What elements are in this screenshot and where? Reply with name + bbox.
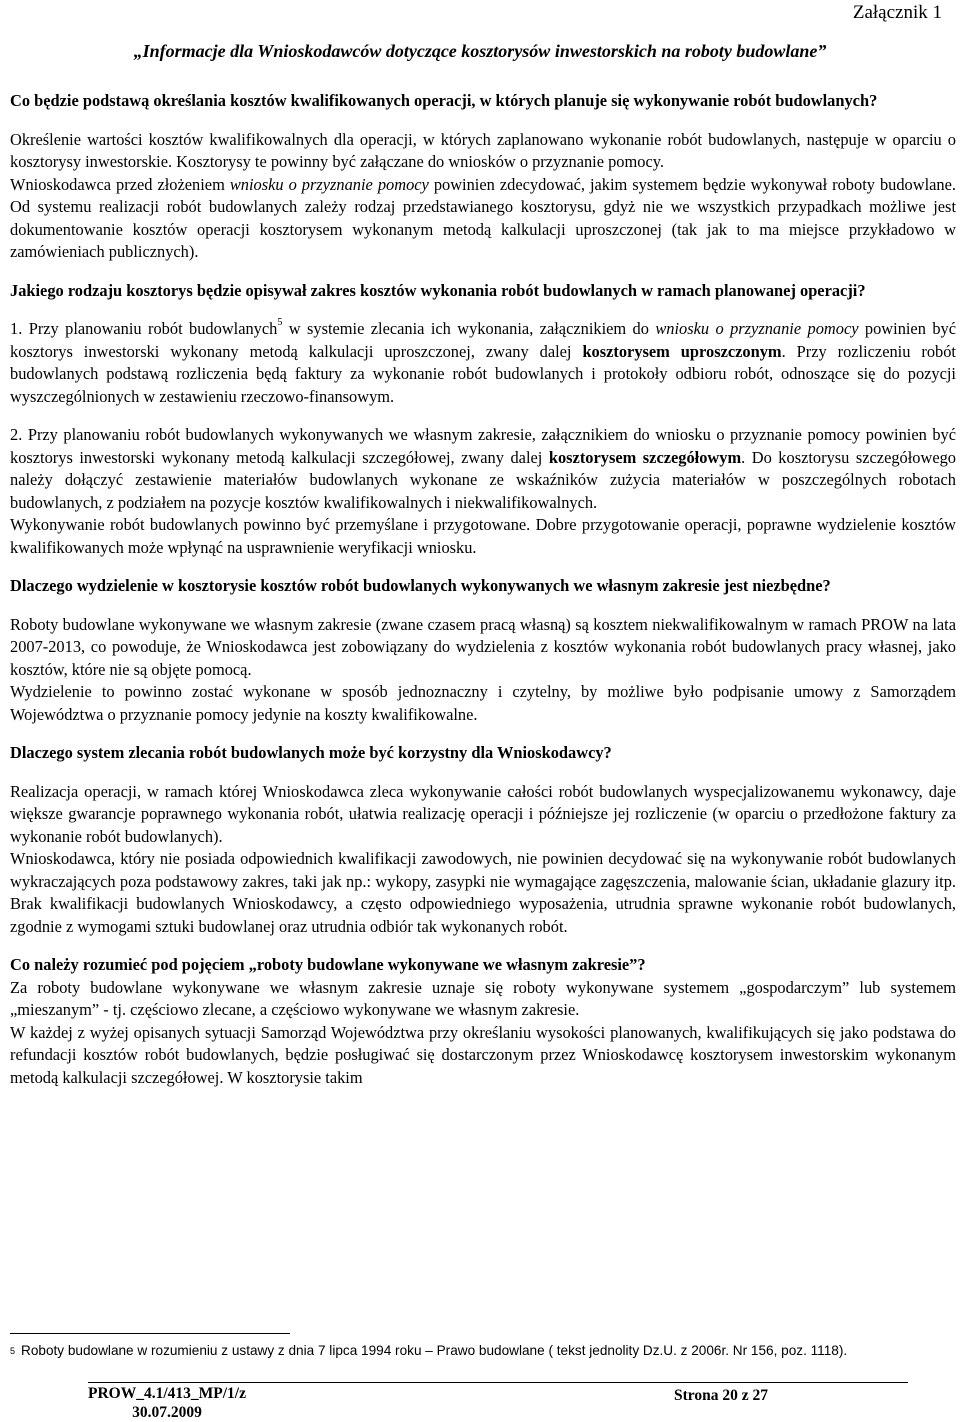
footer-divider: [88, 1382, 908, 1383]
paragraph: W każdej z wyżej opisanych sytuacji Samorząd Województwa przy określaniu wysokości planowanych, kwalifikujących się jako podstawa do refundacji kosztów robót budowlanych, będzie posługiwać się dostarczonym przez Wnioskodawcę kosztorysem inwestorskim wykonanym metodą kalkulacji szczegółowej. W kosztorysie takim: [10, 1022, 956, 1087]
paragraph: Realizacja operacji, w ramach której Wnioskodawca zleca wykonywanie całości robót budowlanych wyspecjalizowanemu wykonawcy, daje większe gwarancje poprawnego wykonania robót, ułatwia realizację operacji i późniejsze jej rozliczenie (w oparciu o przedłożone faktury za wykonanie robót budowlanych).: [10, 781, 956, 846]
question-heading: Co będzie podstawą określania kosztów kwalifikowanych operacji, w których planuje się wykonywanie robót budowlanych?: [10, 91, 878, 110]
question-heading: Dlaczego wydzielenie w kosztorysie kosztów robót budowlanych wykonywanych we własnym zakresie jest niezbędne?: [10, 576, 831, 595]
italic-term: wniosku o przyznanie pomocy: [229, 174, 429, 194]
footer-code: PROW_4.1/413_MP/1/z: [88, 1385, 246, 1402]
document-body: [10, 90, 956, 1089]
paragraph: 1. Przy planowaniu robót budowlanych$^5$ w systemie zlecania ich wykonania, załącznikiem do wniosku o przyznanie pomocy powinien być kosztorys inwestorski wykonany metodą kalkulacji uproszczonej, zwany dalej kosztorysem uproszczonym. Przy rozliczeniu robót budowlanych podstawą rozliczenia będą faktury za wykonanie robót budowlanych i protokoły odbioru robót, odnoszące się do pozycji wyszczególnionych w zestawieniu rzeczowo-finansowym.: [10, 317, 956, 406]
paragraph: 2. Przy planowaniu robót budowlanych wykonywanych we własnym zakresie, załącznikiem do wniosku o przyznanie pomocy powinien być kosztorys inwestorski wykonany metodą kalkulacji szczegółowej, zwany dalej kosztorysem szczegółowym. Do kosztorysu szczegółowego należy dołączyć zestawienie materiałów budowlanych wykonane ze wskaźników zużycia materiałów w poszczególnych robotach budowlanych, z podziałem na pozycje kosztów kwalifikowalnych i niekwalifikowalnych.: [10, 425, 956, 512]
footnote-ref: 5: [277, 317, 283, 328]
question-heading: Dlaczego system zlecania robót budowlanych może być korzystny dla Wnioskodawcy?: [10, 743, 612, 762]
bold-term: kosztorysem uproszczonym: [582, 341, 782, 361]
paragraph: Wnioskodawca, który nie posiada odpowiednich kwalifikacji zawodowych, nie powinien decydować się na wykonywanie robót budowlanych wykraczających poza podstawowy zakres, taki jak np.: wykopy, zasypki nie wymagające zagęszczenia, malowanie ścian, układanie glazury itp. Brak kwalifikacji budowlanych Wnioskodawcy, a często odpowiedniego wyposażenia, utrudnia sprawne wykonanie robót budowlanych, zgodnie z wymogami sztuki budowlanej oraz utrudnia odbiór tak wykonanych robót.: [10, 849, 956, 936]
question-heading: Co należy rozumieć pod pojęciem „roboty budowlane wykonywane we własnym zakresie”?: [10, 955, 646, 974]
paragraph: Określenie wartości kosztów kwalifikowalnych dla operacji, w których zaplanowano wykonanie robót budowlanych, następuje w oparciu o kosztorysy inwestorskie. Kosztorysy te powinny być załączane do wniosków o przyznanie pomocy.: [10, 129, 956, 171]
footnote-divider: [10, 1333, 290, 1334]
footnote-number: 5: [10, 1346, 16, 1356]
paragraph: Wnioskodawca przed złożeniem wniosku o przyznanie pomocy powinien zdecydować, jakim systemem będzie wykonywał roboty budowlane. Od systemu realizacji robót budowlanych zależy rodzaj przedstawianego kosztorysu, gdyż nie we wszystkich przypadkach możliwe jest dokumentowanie kosztów operacji kosztorysem wykonanym metodą kalkulacji uproszczonej (tak jak to ma miejsce przykładowo w zamówieniach publicznych).: [10, 174, 956, 261]
paragraph: Wykonywanie robót budowlanych powinno być przemyślane i przygotowane. Dobre przygotowanie operacji, poprawne wydzielenie kosztów kwalifikowanych może wpłynąć na usprawnienie weryfikacji wniosku.: [10, 515, 956, 557]
footer-code-block: [88, 1384, 246, 1422]
bold-term: kosztorysem szczegółowym: [548, 447, 742, 467]
footer-date: 30.07.2009: [132, 1404, 202, 1421]
paragraph: Za roboty budowlane wykonywane we własnym zakresie uznaje się roboty wykonywane systemem „gospodarczym” lub systemem „mieszanym” - tj. częściowo zlecane, a częściowo wykonywane we własnym zakresie.: [10, 977, 956, 1019]
question-heading: Jakiego rodzaju kosztorys będzie opisywał zakres kosztów wykonania robót budowlanych w ramach planowanej operacji?: [10, 280, 866, 300]
footnote-text: Roboty budowlane w rozumieniu z ustawy z dnia 7 lipca 1994 roku – Prawo budowlane ( tekst jednolity Dz.U. z 2006r. Nr 156, poz. 1118).: [21, 1343, 848, 1358]
page-number: Strona 20 z 27: [674, 1387, 769, 1404]
document-title: „Informacje dla Wnioskodawców dotyczące kosztorysów inwestorskich na roboty budowlane”: [133, 41, 827, 61]
attachment-label: Załącznik 1: [852, 2, 942, 23]
paragraph: Roboty budowlane wykonywane we własnym zakresie (zwane czasem pracą własną) są kosztem niekwalifikowalnym w ramach PROW na lata 2007-2013, co powoduje, że Wnioskodawca jest zobowiązany do wydzielenia z kosztów wykonania robót budowlanych pracy własnej, jako kosztów, które nie są objęte pomocą.: [10, 614, 956, 679]
footnote: [10, 1342, 956, 1360]
paragraph: Wydzielenie to powinno zostać wykonane w sposób jednoznaczny i czytelny, by możliwe było podpisanie umowy z Samorządem Województwa o przyznanie pomocy jedynie na koszty kwalifikowalne.: [10, 682, 956, 724]
italic-term: wniosku o przyznanie pomocy: [655, 319, 859, 338]
